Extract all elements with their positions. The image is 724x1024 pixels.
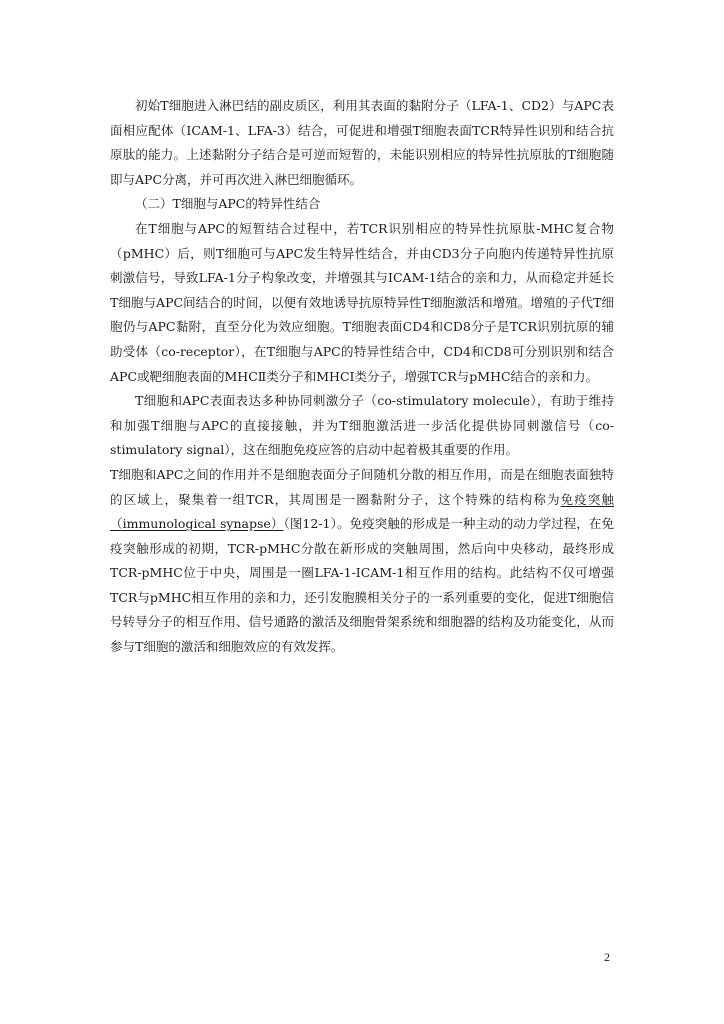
synapse-text-before: T细胞和APC之间的作用并不是细胞表面分子间随机分散的相互作用，而是在细胞表面独特的区域上，聚集着一组TCR，其周围是一圈黏附分子，这个特殊的结构称为 <box>110 466 614 507</box>
section-heading: （二）T细胞与APC的特异性结合 <box>135 196 321 212</box>
immunological-synapse-term: 免疫突触（immunological synapse） <box>110 491 614 532</box>
page-number: 2 <box>604 950 610 964</box>
paragraph-immunological-synapse <box>110 463 614 660</box>
document-body <box>110 94 614 660</box>
paragraph-costimulatory-molecules: T细胞和APC表面表达多种协同刺激分子（co-stimulatory molecule），有助于维持和加强T细胞与APC的直接接触，并为T细胞激活进一步活化提供协同刺激信号（co-stimulatory signal），这在细胞免疫应答的启动中起着极其重要的作用。 <box>110 393 614 458</box>
synapse-text-after: （图12-1）。免疫突触的形成是一种主动的动力学过程，在免疫突触形成的初期，TCR-pMHC分散在新形成的突触周围，然后向中央移动，最终形成TCR-pMHC位于中央，周围是一圈LFA-1-ICAM-1相互作用的结构。此结构不仅可增强TCR与pMHC相互作用的亲和力，还引发胞膜相关分子的一系列重要的变化，促进T细胞信号转导分子的相互作用、信号通路的激活及细胞骨架系统和细胞器的结构及功能变化，从而参与T细胞的激活和细胞效应的有效发挥。 <box>110 516 614 655</box>
paragraph-adhesion-binding: 初始T细胞进入淋巴结的副皮质区，利用其表面的黏附分子（LFA-1、CD2）与APC表面相应配体（ICAM-1、LFA-3）结合，可促进和增强T细胞表面TCR特异性识别和结合抗原肽的能力。上述黏附分子结合是可逆而短暂的，未能识别相应的特异性抗原肽的T细胞随即与APC分离，并可再次进入淋巴细胞循环。 <box>110 98 614 187</box>
paragraph-specific-binding: 在T细胞与APC的短暂结合过程中，若TCR识别相应的特异性抗原肽-MHC复合物（pMHC）后，则T细胞可与APC发生特异性结合，并由CD3分子向胞内传递特异性抗原刺激信号，导致LFA-1分子构象改变，并增强其与ICAM-1结合的亲和力，从而稳定并延长T细胞与APC间结合的时间，以便有效地诱导抗原特异性T细胞激活和增殖。增殖的子代T细胞仍与APC黏附，直至分化为效应细胞。T细胞表面CD4和CD8分子是TCR识别抗原的辅助受体（co-receptor），在T细胞与APC的特异性结合中，CD4和CD8可分别识别和结合APC或靶细胞表面的MHCⅡ类分子和MHCⅠ类分子，增强TCR与pMHC结合的亲和力。 <box>110 220 614 384</box>
